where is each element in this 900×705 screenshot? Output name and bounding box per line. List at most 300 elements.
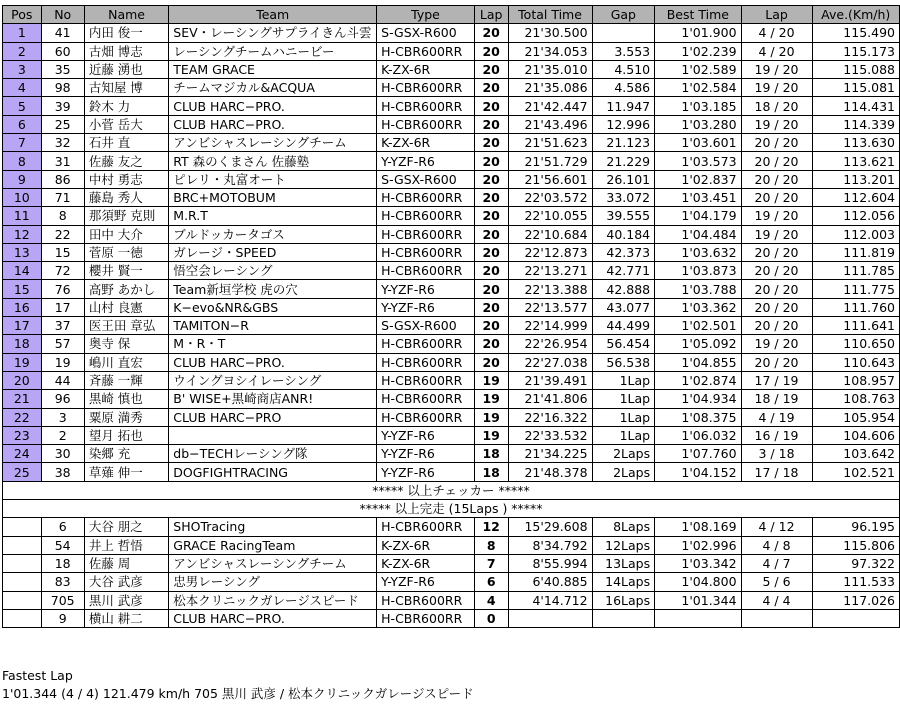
table-cell: 111.819 (812, 243, 900, 261)
table-cell: 20 / 20 (741, 262, 812, 280)
table-cell: 111.533 (812, 573, 900, 591)
table-cell: H-CBR600RR (377, 243, 475, 261)
table-cell: 2 (41, 426, 84, 444)
fastest-lap-footer (2, 667, 474, 703)
table-cell: 22'26.954 (508, 335, 592, 353)
table-row (3, 426, 900, 444)
table-cell: 25 (3, 463, 42, 481)
table-cell: H-CBR600RR (377, 518, 475, 536)
table-cell: 20 (474, 335, 508, 353)
fastest-lap-text: 1'01.344 (4 / 4) 121.479 km/h 705 黒川 武彦 / 松本クリニックガレージスピード (2, 686, 474, 701)
table-cell: 1'03.573 (655, 152, 741, 170)
table-cell: 115.490 (812, 24, 900, 42)
column-header: Name (84, 6, 168, 24)
table-cell: 56.454 (592, 335, 655, 353)
table-cell: 20 (474, 170, 508, 188)
table-cell: 6'40.885 (508, 573, 592, 591)
table-cell: 21'51.729 (508, 152, 592, 170)
table-cell: 8'55.994 (508, 554, 592, 572)
table-cell: K-ZX-6R (377, 554, 475, 572)
table-cell: 17 (3, 317, 42, 335)
table-cell: 26.101 (592, 170, 655, 188)
table-row (3, 573, 900, 591)
column-header: Best Time (655, 6, 741, 24)
table-row (3, 188, 900, 206)
table-row (3, 97, 900, 115)
table-row (3, 335, 900, 353)
table-cell: 105.954 (812, 408, 900, 426)
table-cell: 22'10.055 (508, 207, 592, 225)
table-cell: 20 (474, 243, 508, 261)
table-row (3, 207, 900, 225)
table-cell: 1'08.375 (655, 408, 741, 426)
table-cell: Y-YZF-R6 (377, 463, 475, 481)
table-cell: 古知屋 博 (84, 79, 168, 97)
table-cell: アンビシャスレーシングチーム (169, 554, 377, 572)
table-cell: 22'33.532 (508, 426, 592, 444)
table-cell: 20 (474, 225, 508, 243)
table-cell: 57 (41, 335, 84, 353)
table-cell: S-GSX-R600 (377, 317, 475, 335)
table-cell: 9 (3, 170, 42, 188)
table-cell: M・R・T (169, 335, 377, 353)
table-cell: 20 / 20 (741, 243, 812, 261)
table-cell: 21'43.496 (508, 115, 592, 133)
table-cell: K-ZX-6R (377, 60, 475, 78)
table-cell: 大谷 武彦 (84, 573, 168, 591)
table-cell (169, 426, 377, 444)
table-row (3, 591, 900, 609)
table-cell: 20 (474, 115, 508, 133)
table-cell: 110.643 (812, 353, 900, 371)
table-cell: 佐藤 周 (84, 554, 168, 572)
table-cell: 705 (41, 591, 84, 609)
table-cell: 96 (41, 390, 84, 408)
table-cell: Team新垣学校 虎の穴 (169, 280, 377, 298)
table-row (3, 115, 900, 133)
table-cell: 1'04.855 (655, 353, 741, 371)
table-cell: ガレージ・SPEED (169, 243, 377, 261)
table-cell: TEAM GRACE (169, 60, 377, 78)
table-cell: 18 (474, 463, 508, 481)
table-cell: 奥寺 保 (84, 335, 168, 353)
table-cell: 藤島 秀人 (84, 188, 168, 206)
table-cell: 112.056 (812, 207, 900, 225)
table-cell: 18 / 19 (741, 390, 812, 408)
table-cell: ウイングヨシイレーシング (169, 371, 377, 389)
separator-text: ***** 以上完走 (15Laps ) ***** (3, 500, 900, 518)
table-cell: 1'04.152 (655, 463, 741, 481)
table-cell: 20 (474, 262, 508, 280)
table-cell: 12Laps (592, 536, 655, 554)
table-cell: 内田 俊一 (84, 24, 168, 42)
table-cell: 大谷 朋之 (84, 518, 168, 536)
table-cell: K-ZX-6R (377, 536, 475, 554)
table-cell: 108.763 (812, 390, 900, 408)
table-cell: 114.339 (812, 115, 900, 133)
table-cell: 1'02.996 (655, 536, 741, 554)
table-cell: 114.431 (812, 97, 900, 115)
table-cell: 4 / 7 (741, 554, 812, 572)
table-cell: 1'03.362 (655, 298, 741, 316)
table-cell: 22 (3, 408, 42, 426)
table-cell: SEV・レーシングサプライきん斗雲 (169, 24, 377, 42)
table-cell: 1'04.800 (655, 573, 741, 591)
table-cell: 12 (3, 225, 42, 243)
table-cell: 22'13.271 (508, 262, 592, 280)
table-cell: 4'14.712 (508, 591, 592, 609)
table-cell: レーシングチームハニービー (169, 42, 377, 60)
table-cell: M.R.T (169, 207, 377, 225)
table-cell: 7 (3, 134, 42, 152)
table-cell: H-CBR600RR (377, 79, 475, 97)
table-cell: 86 (41, 170, 84, 188)
table-cell: 115.088 (812, 60, 900, 78)
table-cell: 21'34.225 (508, 445, 592, 463)
table-cell: 6 (3, 115, 42, 133)
table-row (3, 408, 900, 426)
table-row (3, 609, 900, 627)
table-cell: 12 (474, 518, 508, 536)
table-cell: 3.553 (592, 42, 655, 60)
table-cell: 斉藤 一輝 (84, 371, 168, 389)
table-cell: 11.947 (592, 97, 655, 115)
table-cell: 111.760 (812, 298, 900, 316)
table-cell: 山村 良憲 (84, 298, 168, 316)
table-cell: 20 / 20 (741, 188, 812, 206)
table-cell: 54 (41, 536, 84, 554)
table-cell: 黒崎 慎也 (84, 390, 168, 408)
table-cell: 13Laps (592, 554, 655, 572)
table-cell: S-GSX-R600 (377, 24, 475, 42)
table-cell: 1'03.280 (655, 115, 741, 133)
table-cell: 20 (474, 317, 508, 335)
table-cell: 72 (41, 262, 84, 280)
results-body (3, 24, 900, 628)
table-cell: 21.229 (592, 152, 655, 170)
table-cell: 8Laps (592, 518, 655, 536)
table-cell: 19 (3, 353, 42, 371)
table-cell: 1'01.900 (655, 24, 741, 42)
table-cell: 16Laps (592, 591, 655, 609)
table-cell: 17 / 18 (741, 463, 812, 481)
table-cell: 8'34.792 (508, 536, 592, 554)
table-cell: CLUB HARC−PRO. (169, 97, 377, 115)
table-cell: 1'02.589 (655, 60, 741, 78)
table-cell: 石井 直 (84, 134, 168, 152)
table-cell: 18 (41, 554, 84, 572)
table-cell: 1 (3, 24, 42, 42)
table-cell: H-CBR600RR (377, 188, 475, 206)
table-cell: 112.604 (812, 188, 900, 206)
table-cell: 19 (474, 408, 508, 426)
table-cell: 5 / 6 (741, 573, 812, 591)
table-cell: 1'07.760 (655, 445, 741, 463)
table-cell (741, 609, 812, 627)
table-cell: 1'05.092 (655, 335, 741, 353)
table-cell: 19 / 20 (741, 115, 812, 133)
table-cell: 16 / 19 (741, 426, 812, 444)
table-cell: 42.771 (592, 262, 655, 280)
table-cell: Y-YZF-R6 (377, 298, 475, 316)
table-cell: 20 (474, 79, 508, 97)
table-cell: 21'42.447 (508, 97, 592, 115)
table-cell: 21'51.623 (508, 134, 592, 152)
table-cell: 25 (41, 115, 84, 133)
table-cell: 草薙 伸一 (84, 463, 168, 481)
table-cell: 3 / 18 (741, 445, 812, 463)
table-cell: 71 (41, 188, 84, 206)
table-row (3, 280, 900, 298)
table-cell: 20 (474, 353, 508, 371)
table-cell: 1Lap (592, 426, 655, 444)
table-cell: 19 / 20 (741, 225, 812, 243)
column-header: Total Time (508, 6, 592, 24)
table-cell: 1'02.239 (655, 42, 741, 60)
table-cell: CLUB HARC−PRO. (169, 115, 377, 133)
table-cell: 56.538 (592, 353, 655, 371)
table-cell: 高野 あかし (84, 280, 168, 298)
table-cell: 20 (474, 134, 508, 152)
table-cell: 113.201 (812, 170, 900, 188)
table-row (3, 390, 900, 408)
separator-text: ***** 以上チェッカー ***** (3, 481, 900, 499)
table-cell: 横山 耕二 (84, 609, 168, 627)
table-cell: 38 (41, 463, 84, 481)
table-cell: 井上 哲悟 (84, 536, 168, 554)
table-cell: 111.641 (812, 317, 900, 335)
table-cell: 97.322 (812, 554, 900, 572)
table-cell: 98 (41, 79, 84, 97)
table-row (3, 79, 900, 97)
table-cell: H-CBR600RR (377, 42, 475, 60)
table-cell: 1'04.934 (655, 390, 741, 408)
table-cell: 16 (3, 298, 42, 316)
table-cell: H-CBR600RR (377, 335, 475, 353)
table-cell: 19 (474, 390, 508, 408)
table-cell: B' WISE+黒崎商店ANR! (169, 390, 377, 408)
table-cell: 鈴木 力 (84, 97, 168, 115)
table-cell: 20 (474, 152, 508, 170)
table-cell: H-CBR600RR (377, 225, 475, 243)
table-cell: 19 / 20 (741, 335, 812, 353)
table-cell: 6 (41, 518, 84, 536)
column-header: Type (377, 6, 475, 24)
table-cell: 医王田 章弘 (84, 317, 168, 335)
table-row (3, 518, 900, 536)
table-cell: 22'12.873 (508, 243, 592, 261)
table-cell: 24 (3, 445, 42, 463)
table-row (3, 554, 900, 572)
table-cell: 21'39.491 (508, 371, 592, 389)
table-cell: SHOTracing (169, 518, 377, 536)
table-cell: 1'03.873 (655, 262, 741, 280)
table-cell: 104.606 (812, 426, 900, 444)
table-row (3, 60, 900, 78)
table-cell: TAMITON−R (169, 317, 377, 335)
table-cell: H-CBR600RR (377, 262, 475, 280)
table-cell: 14 (3, 262, 42, 280)
separator-row (3, 500, 900, 518)
table-cell: H-CBR600RR (377, 115, 475, 133)
table-cell: 115.173 (812, 42, 900, 60)
table-cell: 60 (41, 42, 84, 60)
table-cell: 18 (474, 445, 508, 463)
column-header: Lap (741, 6, 812, 24)
table-row (3, 170, 900, 188)
table-cell: 20 / 20 (741, 152, 812, 170)
table-cell: 32 (41, 134, 84, 152)
table-cell: 1'03.788 (655, 280, 741, 298)
table-cell: 8 (474, 536, 508, 554)
table-cell: 近藤 湧也 (84, 60, 168, 78)
table-cell: 3 (3, 60, 42, 78)
table-row (3, 536, 900, 554)
table-cell: ブルドッカータゴス (169, 225, 377, 243)
table-cell: GRACE RacingTeam (169, 536, 377, 554)
table-cell: 20 (474, 298, 508, 316)
table-cell: 22'13.388 (508, 280, 592, 298)
table-cell: 22'10.684 (508, 225, 592, 243)
table-cell: 21'30.500 (508, 24, 592, 42)
table-cell: 1'03.185 (655, 97, 741, 115)
table-cell (655, 609, 741, 627)
table-cell (3, 591, 42, 609)
table-cell: 44 (41, 371, 84, 389)
table-cell: 4 / 20 (741, 24, 812, 42)
table-cell: 1Lap (592, 408, 655, 426)
table-cell (592, 24, 655, 42)
table-cell: 44.499 (592, 317, 655, 335)
table-cell: DOGFIGHTRACING (169, 463, 377, 481)
table-cell: 忠男レーシング (169, 573, 377, 591)
table-cell: 4 / 4 (741, 591, 812, 609)
table-cell: 20 (3, 371, 42, 389)
table-cell (3, 536, 42, 554)
table-row (3, 243, 900, 261)
table-cell: 悟空会レーシング (169, 262, 377, 280)
column-header: Lap (474, 6, 508, 24)
table-cell: Y-YZF-R6 (377, 426, 475, 444)
table-cell: CLUB HARC−PRO. (169, 353, 377, 371)
table-cell: 1'04.179 (655, 207, 741, 225)
table-cell: 112.003 (812, 225, 900, 243)
table-cell: 19 / 20 (741, 207, 812, 225)
table-cell: 20 (474, 97, 508, 115)
table-cell: H-CBR600RR (377, 408, 475, 426)
table-cell: 8 (41, 207, 84, 225)
table-cell: BRC+MOTOBUM (169, 188, 377, 206)
table-cell: H-CBR600RR (377, 609, 475, 627)
table-cell: 7 (474, 554, 508, 572)
table-cell: 22'03.572 (508, 188, 592, 206)
table-cell: Y-YZF-R6 (377, 445, 475, 463)
header-row (3, 6, 900, 24)
table-cell: 21'35.010 (508, 60, 592, 78)
table-cell: チームマジカル&ACQUA (169, 79, 377, 97)
table-cell: 21.123 (592, 134, 655, 152)
table-cell: 40.184 (592, 225, 655, 243)
table-cell: 110.650 (812, 335, 900, 353)
table-cell (508, 609, 592, 627)
table-cell: 22'14.999 (508, 317, 592, 335)
table-cell: 2Laps (592, 445, 655, 463)
table-cell: 111.785 (812, 262, 900, 280)
table-cell: 田中 大介 (84, 225, 168, 243)
table-cell: 83 (41, 573, 84, 591)
table-cell: 13 (3, 243, 42, 261)
results-table-container (2, 5, 900, 628)
table-row (3, 317, 900, 335)
table-cell: 4 / 19 (741, 408, 812, 426)
table-cell: 20 / 20 (741, 298, 812, 316)
table-cell: 黒川 武彦 (84, 591, 168, 609)
table-cell: H-CBR600RR (377, 371, 475, 389)
table-row (3, 353, 900, 371)
table-cell: 31 (41, 152, 84, 170)
table-cell: 113.621 (812, 152, 900, 170)
table-cell: 115.806 (812, 536, 900, 554)
table-cell: 1'08.169 (655, 518, 741, 536)
table-cell: Y-YZF-R6 (377, 573, 475, 591)
table-row (3, 24, 900, 42)
table-cell: 20 / 20 (741, 353, 812, 371)
table-cell: 1'03.342 (655, 554, 741, 572)
table-row (3, 134, 900, 152)
table-cell: 20 (474, 188, 508, 206)
table-cell: 30 (41, 445, 84, 463)
table-cell: 43.077 (592, 298, 655, 316)
table-cell: 8 (3, 152, 42, 170)
table-cell: 115.081 (812, 79, 900, 97)
table-cell: H-CBR600RR (377, 207, 475, 225)
table-cell: 19 (474, 371, 508, 389)
table-cell: 103.642 (812, 445, 900, 463)
table-cell: 15'29.608 (508, 518, 592, 536)
table-cell: 1'03.601 (655, 134, 741, 152)
table-cell: 10 (3, 188, 42, 206)
table-cell: 櫻井 賢一 (84, 262, 168, 280)
table-cell: 117.026 (812, 591, 900, 609)
table-cell: 21'41.806 (508, 390, 592, 408)
table-cell: 0 (474, 609, 508, 627)
table-cell: 1'02.584 (655, 79, 741, 97)
table-cell: 19 (41, 353, 84, 371)
table-cell: 2Laps (592, 463, 655, 481)
table-cell: 4 / 8 (741, 536, 812, 554)
table-cell: CLUB HARC−PRO. (169, 609, 377, 627)
table-cell: 11 (3, 207, 42, 225)
column-header: No (41, 6, 84, 24)
table-cell: アンビシャスレーシングチーム (169, 134, 377, 152)
table-cell (3, 609, 42, 627)
table-cell: 22 (41, 225, 84, 243)
table-cell: 松本クリニックガレージスピード (169, 591, 377, 609)
table-cell: 1'03.451 (655, 188, 741, 206)
table-cell: H-CBR600RR (377, 353, 475, 371)
table-row (3, 463, 900, 481)
table-cell: 20 / 20 (741, 317, 812, 335)
table-cell: 4 / 20 (741, 42, 812, 60)
table-cell: 21 (3, 390, 42, 408)
table-cell: 4 (474, 591, 508, 609)
table-cell: 21'35.086 (508, 79, 592, 97)
table-cell: 1'03.632 (655, 243, 741, 261)
table-cell: 19 / 20 (741, 79, 812, 97)
table-cell: 19 (474, 426, 508, 444)
table-cell: RT 森のくまさん 佐藤塾 (169, 152, 377, 170)
table-cell: 39.555 (592, 207, 655, 225)
